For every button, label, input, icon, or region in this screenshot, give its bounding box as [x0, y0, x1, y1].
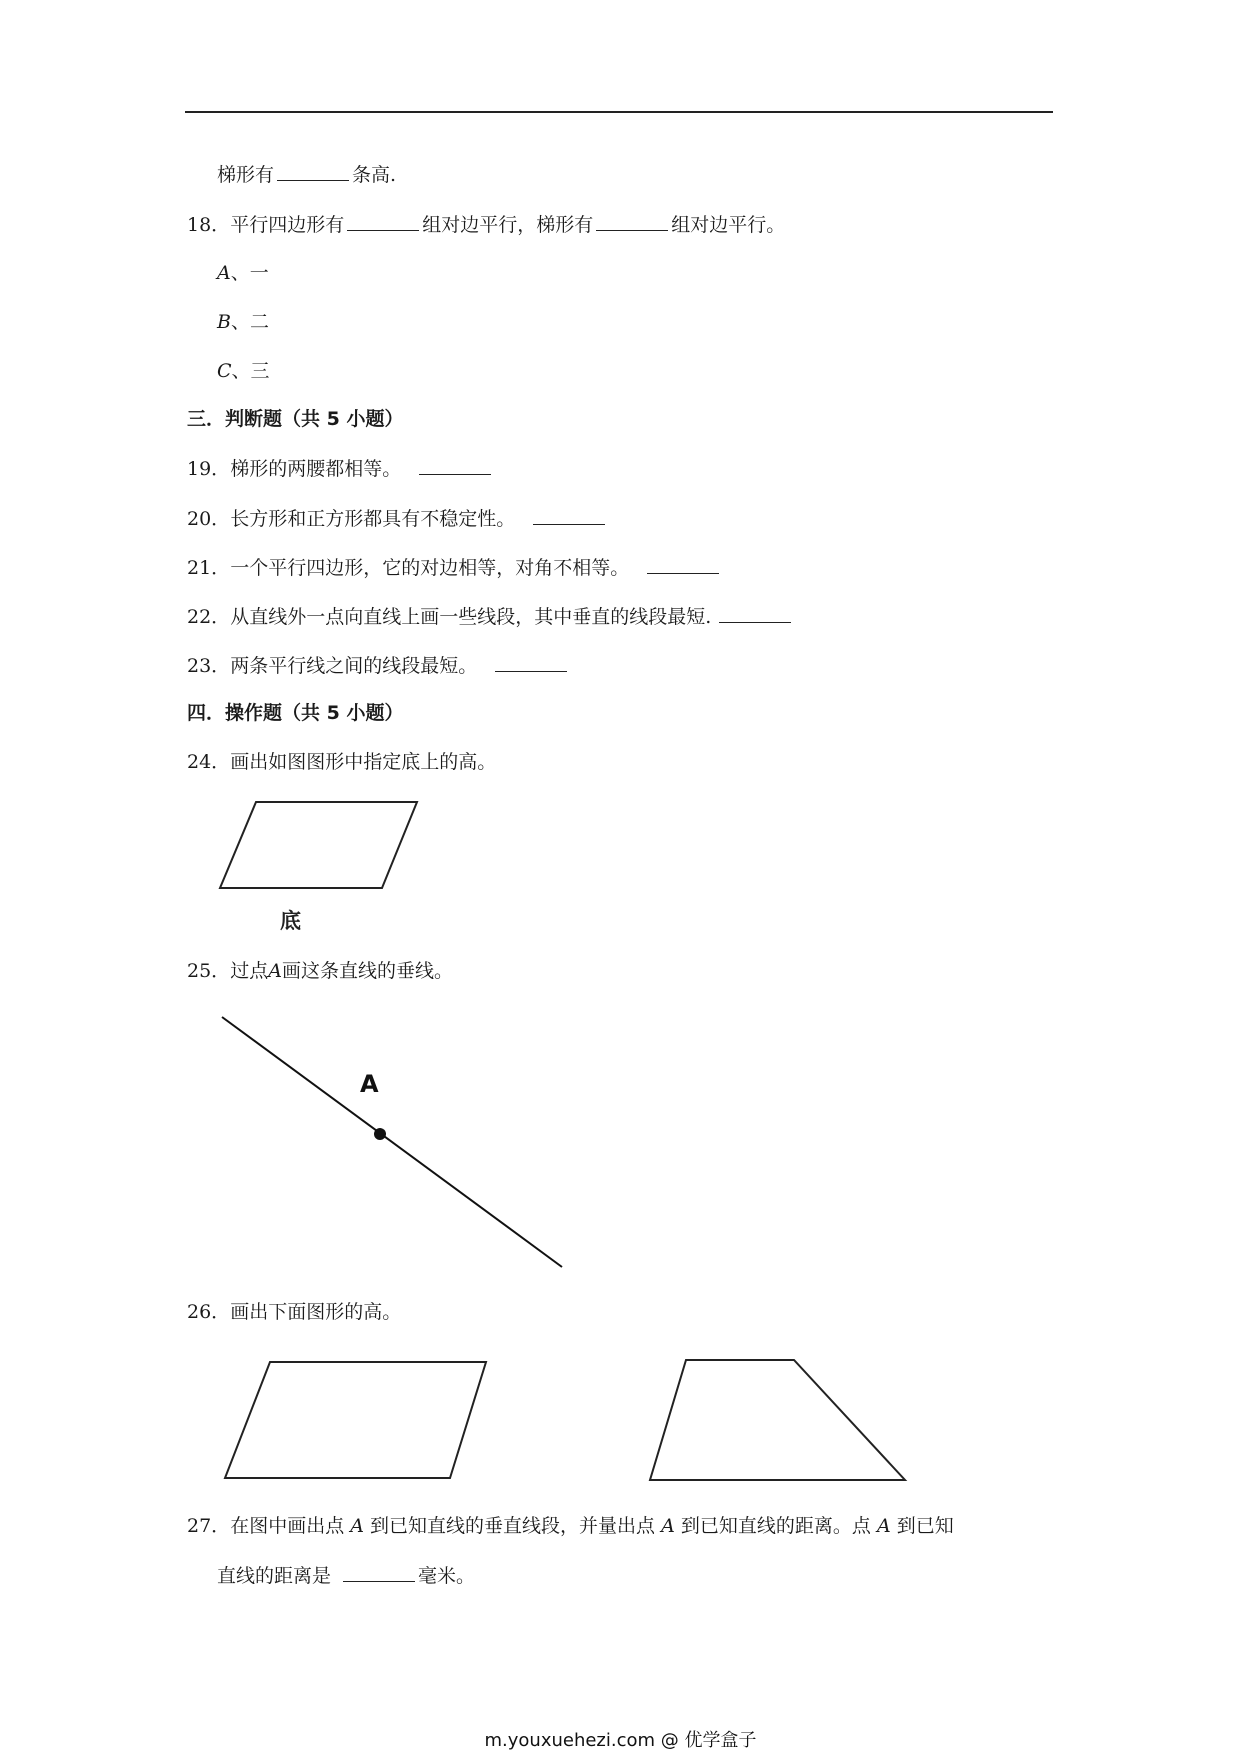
q18-option-b[interactable]	[217, 308, 269, 336]
answer-blank[interactable]	[495, 651, 567, 672]
question-22	[187, 602, 794, 631]
given-line	[222, 1017, 562, 1267]
parallelogram-shape	[225, 1362, 486, 1478]
question-18	[187, 210, 785, 239]
question-26	[187, 1298, 401, 1326]
question-25	[187, 957, 453, 985]
question-text: 画出如图图形中指定底上的高。	[230, 751, 497, 773]
q18-option-c[interactable]	[217, 357, 270, 385]
question-text: 一个平行四边形，它的对边相等，对角不相等。	[230, 557, 630, 579]
q25-text-a: 过点	[230, 960, 269, 982]
option-letter: B	[217, 311, 231, 333]
question-text: 长方形和正方形都具有不稳定性。	[230, 508, 516, 530]
q27-text-f: 毫米。	[418, 1565, 476, 1587]
q18-option-a[interactable]	[217, 259, 269, 287]
point-label: A	[350, 1515, 364, 1537]
answer-blank[interactable]	[533, 504, 605, 525]
trapezoid-shape	[650, 1360, 905, 1480]
question-24	[187, 748, 496, 776]
q26-parallelogram-figure[interactable]	[210, 1350, 500, 1490]
q25-figure[interactable]	[210, 1005, 610, 1280]
section-3-heading: 三．判断题（共 5 小题）	[187, 408, 404, 430]
answer-blank[interactable]	[277, 160, 349, 181]
q25-text-b: 画这条直线的垂线。	[281, 960, 453, 982]
answer-blank[interactable]	[347, 210, 419, 231]
question-number: 20．	[187, 508, 231, 530]
question-23	[187, 651, 570, 680]
q18-text-c: 组对边平行。	[671, 214, 786, 236]
q27-text-a: 在图中画出点	[230, 1515, 345, 1537]
point-a-label: A	[360, 1070, 379, 1098]
q18-text-b: 组对边平行，梯形有	[422, 214, 594, 236]
question-number: 27．	[187, 1515, 231, 1537]
question-number: 22．	[187, 606, 231, 628]
q17-text-a: 梯形有	[217, 164, 275, 186]
question-text: 梯形的两腰都相等。	[230, 458, 402, 480]
header-rule	[185, 111, 1053, 113]
question-number: 18．	[187, 214, 231, 236]
question-21	[187, 553, 722, 582]
q27-text-b: 到已知直线的垂直线段，并量出点	[370, 1515, 656, 1537]
answer-blank[interactable]	[343, 1561, 415, 1582]
question-19	[187, 454, 494, 483]
point-a[interactable]	[374, 1128, 386, 1140]
question-number: 24．	[187, 751, 231, 773]
question-text: 两条平行线之间的线段最短。	[230, 655, 478, 677]
answer-blank[interactable]	[419, 454, 491, 475]
option-letter: C	[217, 360, 232, 382]
question-number: 25．	[187, 960, 231, 982]
option-text: 、二	[230, 311, 269, 333]
parallelogram-shape	[220, 802, 417, 888]
question-20	[187, 504, 608, 533]
q27-text-e: 直线的距离是	[217, 1565, 332, 1587]
q27-text-c: 到已知直线的距离。点	[680, 1515, 871, 1537]
question-number: 26．	[187, 1301, 231, 1323]
q27-text-d: 到已知	[896, 1515, 954, 1537]
section-4-heading: 四．操作题（共 5 小题）	[187, 702, 404, 724]
question-27	[187, 1512, 954, 1540]
question-number: 23．	[187, 655, 231, 677]
q26-trapezoid-figure[interactable]	[640, 1350, 920, 1490]
question-number: 19．	[187, 458, 231, 480]
option-letter: A	[217, 262, 231, 284]
q24-figure[interactable]	[210, 790, 430, 940]
base-label: 底	[280, 909, 301, 933]
option-text: 、三	[231, 360, 270, 382]
answer-blank[interactable]	[719, 602, 791, 623]
point-label: A	[876, 1515, 891, 1537]
q17-text-b: 条高.	[352, 164, 397, 186]
answer-blank[interactable]	[647, 553, 719, 574]
q17-tail	[217, 160, 396, 189]
q18-text-a: 平行四边形有	[230, 214, 345, 236]
footer-source: m.youxuehezi.com @ 优学盒子	[484, 1730, 757, 1751]
question-text: 从直线外一点向直线上画一些线段，其中垂直的线段最短.	[230, 606, 712, 628]
question-number: 21．	[187, 557, 231, 579]
question-text: 画出下面图形的高。	[230, 1301, 402, 1323]
point-label: A	[268, 960, 282, 982]
answer-blank[interactable]	[596, 210, 668, 231]
option-text: 、一	[230, 262, 269, 284]
point-label: A	[661, 1515, 675, 1537]
question-27-line2	[217, 1561, 475, 1590]
